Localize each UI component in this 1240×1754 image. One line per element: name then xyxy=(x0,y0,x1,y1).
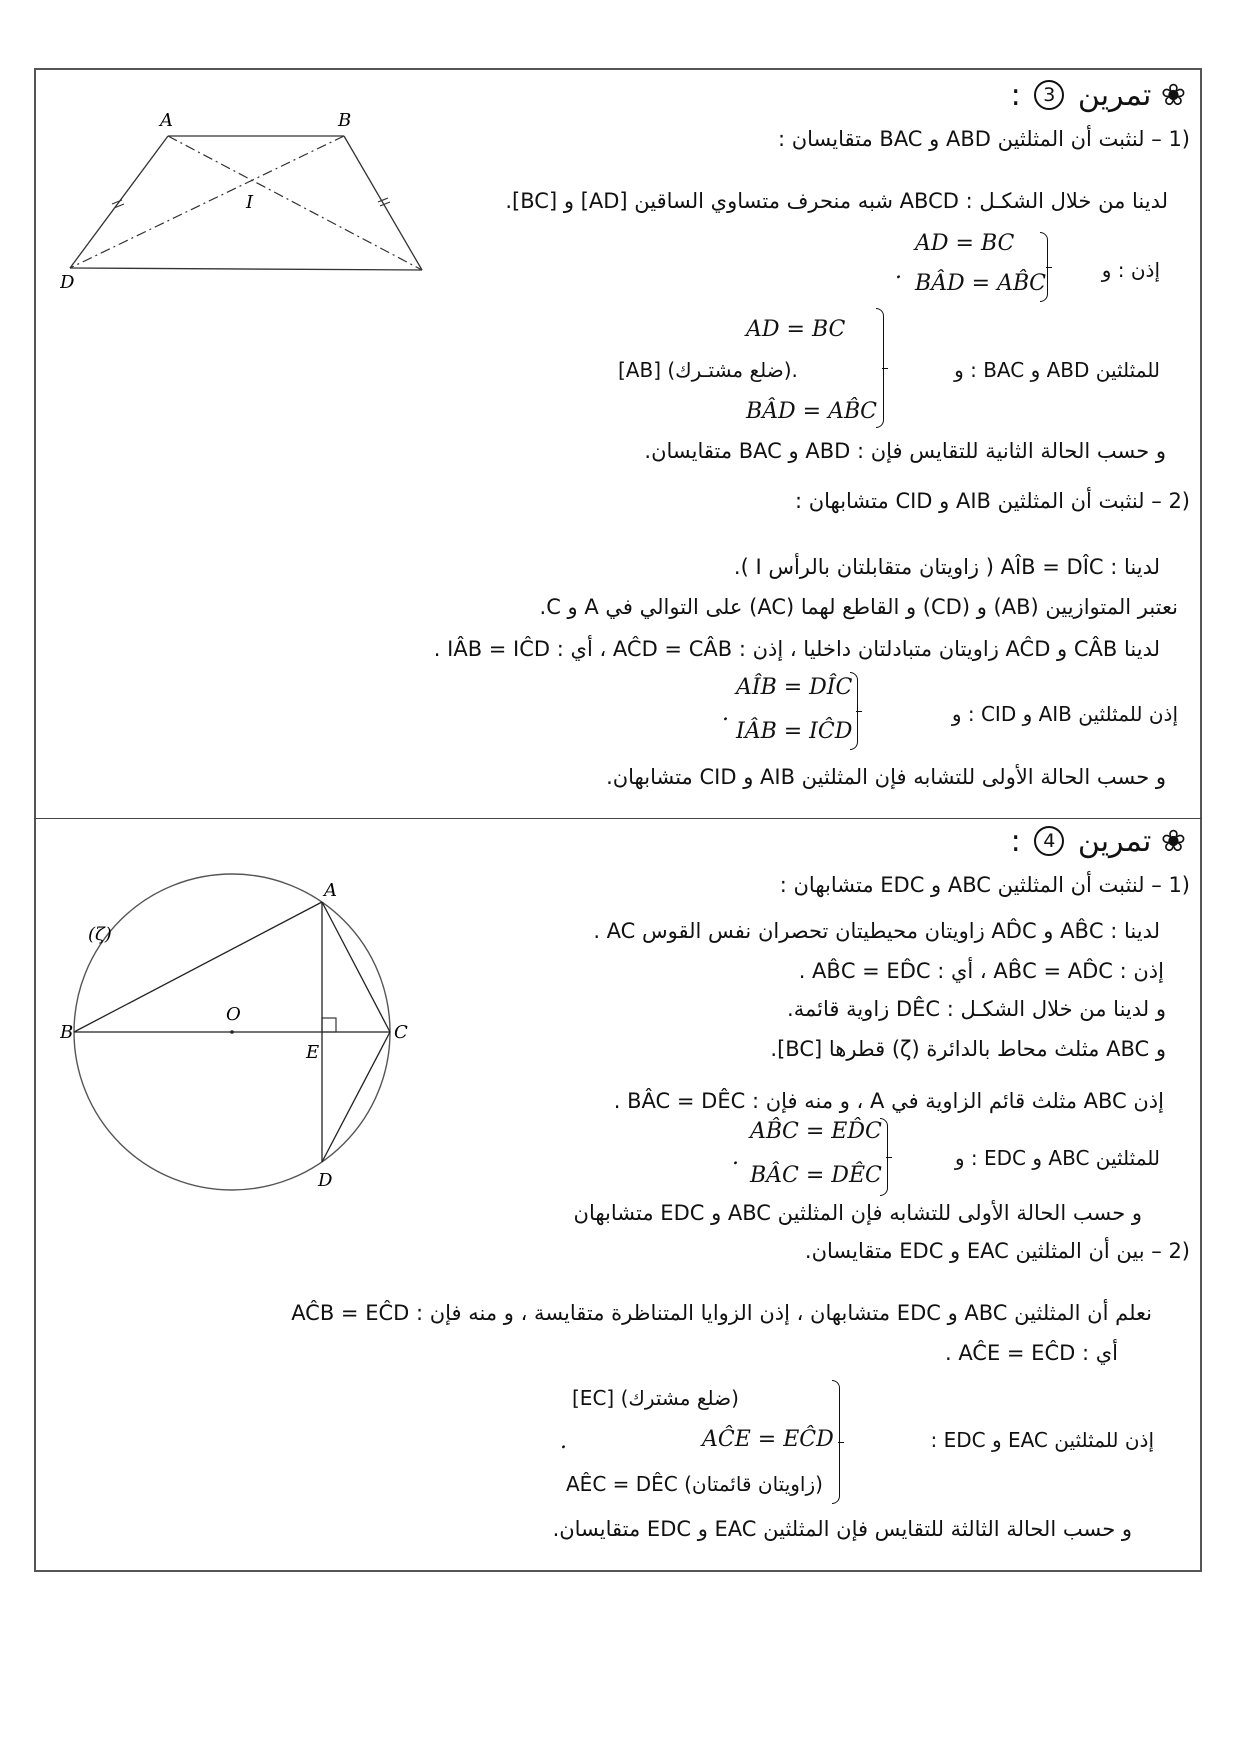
ex4-line-7: و حسب الحالة الأولى للتشابه فإن المثلثين ABC و EDC متشابهان xyxy=(573,1201,1142,1225)
ex3-line-5: لدينا : AÎB = DÎC ( زاويتان متقابلتان بالرأس I ). xyxy=(733,555,1160,579)
center-o xyxy=(230,1030,234,1034)
label-o: O xyxy=(226,1004,241,1025)
tick-mark xyxy=(378,198,388,202)
tick-mark xyxy=(112,200,122,204)
circle-figure xyxy=(60,868,420,1198)
ex3-line-9: و حسب الحالة الأولى للتشابه فإن المثلثين AIB و CID متشابهان. xyxy=(606,765,1166,789)
ex4-line-3: و لدينا من خلال الشكـل : DÊC زاوية قائمة. xyxy=(787,997,1166,1021)
label-b: B xyxy=(60,1022,74,1043)
ex4-line-11: و حسب الحالة الثالثة للتقايس فإن المثلثين EAC و EDC متقايسان. xyxy=(552,1517,1132,1541)
segment-ba xyxy=(74,902,322,1032)
ex3-q1: 1) – لنثبت أن المثلثين ABD و BAC متقايسان : xyxy=(777,127,1190,151)
exercise-3-title: ❀ تمرين 3 : xyxy=(1010,78,1186,113)
label-a: A xyxy=(160,110,173,131)
ex4-line-10-eq2: AĈE = EĈD xyxy=(702,1427,834,1452)
ex3-line-2-prefix: إذن : و xyxy=(1101,258,1160,282)
ex3-line-2-eq2: BÂD = AB̂C xyxy=(915,271,1047,296)
flower-icon: ❀ xyxy=(1160,78,1186,113)
diagonal-bd xyxy=(70,136,344,268)
ex4-line-4: و ABC مثلث محاط بالدائرة (ζ) قطرها [BC]. xyxy=(770,1037,1166,1061)
segment-ad xyxy=(70,136,168,268)
ex4-line-1: لدينا : AB̂C و AD̂C زاويتان محيطيتان تحصران نفس القوس AC . xyxy=(593,919,1160,943)
exercise-divider xyxy=(34,818,1202,819)
exercise-4-word: تمرين xyxy=(1077,824,1152,859)
ex3-line-2-eq1: AD = BC xyxy=(915,231,1015,256)
exercise-4-number: 4 xyxy=(1034,826,1064,856)
ex3-line-1: لدينا من خلال الشكـل : ABCD شبه منحرف متساوي الساقين [AD] و [BC]. xyxy=(505,189,1168,213)
diagonal-ac xyxy=(168,136,422,270)
exercise-3-word: تمرين xyxy=(1077,78,1152,113)
ex3-line-8-eq1: AÎB = DÎC xyxy=(736,675,853,700)
label-zeta: (ζ) xyxy=(88,924,112,945)
ex4-line-6-eq1: AB̂C = ED̂C xyxy=(750,1119,882,1144)
trapezoid-figure xyxy=(60,106,440,306)
label-i: I xyxy=(246,192,254,213)
ex3-line-3-prefix: للمثلثين ABD و BAC : و xyxy=(954,358,1160,382)
ex4-line-9: أي : AĈE = EĈD . xyxy=(944,1341,1118,1365)
ex3-line-7: لدينا CÂB و AĈD زاويتان متبادلتان داخليا ، إذن : AĈD = CÂB ، أي : IÂB = IĈD . xyxy=(433,637,1160,661)
ex4-line-6-prefix: للمثلثين ABC و EDC : و xyxy=(954,1146,1160,1170)
ex4-q1: 1) – لنثبت أن المثلثين ABC و EDC متشابهان : xyxy=(779,873,1190,897)
label-e: E xyxy=(306,1042,320,1063)
ex3-line-4: و حسب الحالة الثانية للتقايس فإن : ABD و BAC متقايسان. xyxy=(644,439,1166,463)
label-d: D xyxy=(60,272,75,293)
segment-ac xyxy=(322,902,390,1032)
brace xyxy=(876,308,884,428)
segment-dc xyxy=(322,1032,390,1162)
ex4-line-10-prefix: إذن للمثلثين EAC و EDC : xyxy=(930,1428,1154,1452)
ex4-line-6-eq2: BÂC = DÊC xyxy=(750,1163,882,1188)
flower-icon: ❀ xyxy=(1160,824,1186,859)
ex3-line-3-eq3: BÂD = AB̂C xyxy=(746,399,878,424)
label-d: D xyxy=(318,1170,333,1191)
label-c: C xyxy=(394,1022,408,1043)
ex3-line-8-prefix: إذن للمثلثين AIB و CID : و xyxy=(951,702,1178,726)
ex3-line-8-eq2: IÂB = IĈD xyxy=(736,719,853,744)
ex4-line-5: إذن ABC مثلث قائم الزاوية في A ، و منه فإن : BÂC = DÊC . xyxy=(613,1089,1164,1113)
segment-dc xyxy=(70,268,422,270)
ex4-line-10-eq3: AÊC = DÊC (زاويتان قائمتان) xyxy=(566,1472,823,1496)
ex3-line-3-eq2: [AB] (ضلع مشتـرك). xyxy=(618,358,798,382)
ex3-line-3-eq1: AD = BC xyxy=(746,317,846,342)
ex4-q2: 2) – بين أن المثلثين EAC و EDC متقايسان. xyxy=(804,1239,1190,1263)
exercise-3-number: 3 xyxy=(1034,80,1064,110)
exercise-4-title: ❀ تمرين 4 : xyxy=(1010,824,1186,859)
ex3-q2: 2) – لنثبت أن المثلثين AIB و CID متشابهان : xyxy=(794,489,1190,513)
ex4-line-8: نعلم أن المثلثين ABC و EDC متشابهان ، إذن الزوايا المتناظرة متقايسة ، و منه فإن : AĈB = EĈD xyxy=(291,1301,1152,1325)
ex4-line-10-eq1: [EC] (ضلع مشترك) xyxy=(572,1386,739,1410)
label-a: A xyxy=(324,880,337,901)
label-b: B xyxy=(338,110,352,131)
right-angle-mark xyxy=(322,1018,336,1032)
ex4-line-2: إذن : AB̂C = AD̂C ، أي : AB̂C = ED̂C . xyxy=(798,959,1164,983)
ex3-line-6: نعتبر المتوازيين (AB) و (CD) و القاطع لهما (AC) على التوالي في A و C. xyxy=(539,595,1178,619)
